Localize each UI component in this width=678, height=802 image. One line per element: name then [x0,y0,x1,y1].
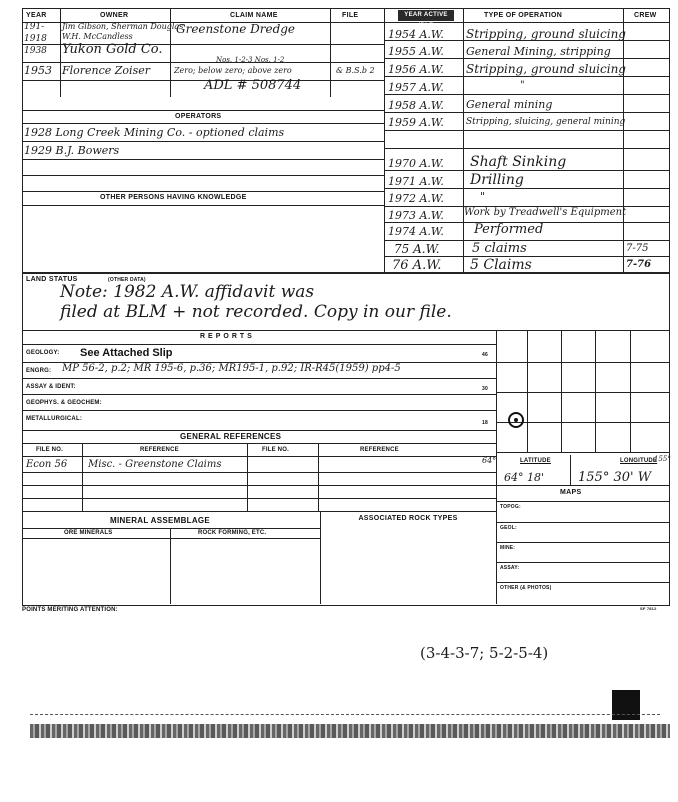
op-year: 1959 A.W. [388,116,444,129]
claim-numbers: Nos. 1-2-3 Nos. 1-2 [216,56,285,64]
reports-title: REPORTS [200,333,255,340]
land-status-note: filed at BLM + not recorded. Copy in our file. [60,302,452,322]
op-crew: 7-75 [626,243,649,254]
col-crew: CREW [634,12,657,19]
op-year: 1973 A.W. [388,209,444,222]
op-year: 1974 A.W. [388,225,444,238]
row-line [22,344,496,345]
grid-line [527,330,528,452]
col-type-of-operation: TYPE OF OPERATION [484,12,563,19]
scan-noise-band [30,724,670,738]
op-type: Stripping, ground sluicing [466,27,626,41]
row-line [22,472,496,473]
col-sep [320,511,321,604]
op-year: 1971 A.W. [388,175,444,188]
lat-prefix: 64° [482,456,497,465]
maps-mine: MINE: [500,545,516,551]
grid-line [561,330,562,452]
latitude-label: LATITUDE [520,458,551,464]
grid-line [496,452,670,453]
row-line [22,485,496,486]
op-year: 76 A.W. [392,258,442,273]
col-sep [330,9,331,97]
row-line [22,538,320,539]
general-references-title: GENERAL REFERENCES [180,432,282,441]
report-number: 30 [482,386,488,392]
op-type: Work by Treadwell's Equipment [464,207,627,218]
grid-line [496,392,670,393]
maps-other: OTHER (& PHOTOS) [500,585,552,591]
op-year: 1970 A.W. [388,157,444,170]
col-owner: OWNER [100,12,129,19]
op-row-line [384,112,670,113]
scan-block [612,690,640,720]
maps-assay: ASSAY: [500,565,520,571]
row-line [22,456,496,457]
section-line [22,205,384,206]
op-row-line [384,240,670,241]
scan-noise-line [30,714,660,715]
rock-forming-label: ROCK FORMING, ETC. [198,530,267,536]
owner-year: 1953 [24,64,52,77]
owner-name: Jim Gibson, Sherman Douglas [62,22,184,31]
row-line [22,498,496,499]
maps-topog: TOPOG: [500,504,521,510]
col-sep [170,528,171,604]
op-year: 1956 A.W. [388,63,444,76]
claim-file: & B.S.b 2 [336,66,375,75]
owner-name: W.H. McCandless [62,32,133,41]
owner-year: 1938 [24,46,47,56]
row-line [22,528,320,529]
op-type: 5 Claims [470,257,532,273]
maps-title: MAPS [560,489,582,496]
op-year: 1957 A.W. [388,81,444,94]
gr-file: Econ 56 [26,459,68,470]
gr-col-reference: REFERENCE [140,447,179,453]
row-line [22,410,496,411]
col-sep [82,443,83,511]
gr-col-file-2: FILE NO. [262,447,289,453]
handwritten-code: (3-4-3-7; 5-2-5-4) [420,644,549,662]
op-type: Stripping, sluicing, general mining [466,117,626,127]
col-sep [60,9,61,97]
section-line [22,430,496,431]
form-number: SF 7812 [640,606,657,611]
gr-col-file: FILE NO. [36,447,63,453]
op-row-line [384,130,670,131]
op-row-line [384,170,670,171]
row-line [22,62,384,63]
grid-line [630,330,631,452]
section-line [22,123,384,124]
op-type: General mining [466,98,553,111]
section-line [22,443,496,444]
points-meriting-attention: POINTS MERITING ATTENTION: [22,607,118,613]
longitude-label: LONGITUDE [620,458,658,464]
report-number: 46 [482,352,488,358]
land-status-subtitle: (OTHER DATA) [108,277,146,283]
op-row-line [384,188,670,189]
op-year: 1958 A.W. [388,99,444,112]
row-line [496,542,670,543]
report-number: 18 [482,420,488,426]
col-year: YEAR [26,12,47,19]
ore-minerals-label: ORE MINERALS [64,530,113,536]
row-line [22,394,496,395]
row-line [496,582,670,583]
section-line [22,330,670,331]
op-crew: 7-76 [626,259,652,270]
op-year: 1972 A.W. [388,192,444,205]
col-sep [247,443,248,511]
op-type: Drilling [470,172,524,188]
other-persons-title: OTHER PERSONS HAVING KNOWLEDGE [100,194,247,201]
gr-reference: Misc. - Greenstone Claims [88,459,222,470]
op-type: " [480,190,486,203]
assay-label: ASSAY & IDENT: [26,384,76,390]
col-sep [384,9,385,272]
grid-line [595,330,596,452]
op-type: General Mining, stripping [466,45,611,58]
row-line [22,159,384,160]
lon-suffix: 155° [654,455,671,463]
op-year: 1955 A.W. [388,45,444,58]
associated-rock-types: ASSOCIATED ROCK TYPES [358,515,458,522]
longitude-value: 155° 30' W [578,470,652,485]
section-line [22,110,384,111]
gr-col-reference-2: REFERENCE [360,447,399,453]
operators-title: OPERATORS [175,113,222,120]
owner-year: 191- [24,22,45,32]
col-file: FILE [342,12,359,19]
op-row-line [384,58,670,59]
row-line [496,501,670,502]
row-line [22,175,384,176]
op-type: Performed [474,222,544,237]
op-year: 75 A.W. [394,242,440,256]
latitude-value: 64° 18' [504,471,545,484]
row-line [22,141,384,142]
owner-name: Yukon Gold Co. [62,42,163,57]
engrg-value: MP 56-2, p.2; MR 195-6, p.36; MR195-1, p.92; IR-R45(1959) pp4-5 [62,363,401,374]
col-claim-name: CLAIM NAME [230,12,278,19]
operator-row: 1929 B.J. Bowers [24,144,120,157]
section-line [22,272,670,274]
claim-zero: Zero; below zero; above zero [174,66,292,75]
claim-adl: ADL # 508744 [204,78,302,93]
engrg-label: ENGRG: [26,368,52,374]
op-row-line [384,148,670,149]
row-line [496,485,670,486]
maps-geol: GEOL: [500,525,517,531]
geology-label: GEOLOGY: [26,350,60,356]
op-row-line [384,94,670,95]
operator-row: 1928 Long Creek Mining Co. - optioned claims [24,126,285,139]
col-sep [463,9,464,272]
mineral-assemblage-title: MINERAL ASSEMBLAGE [110,516,211,525]
row-line [22,80,384,81]
geophys-label: GEOPHYS. & GEOCHEM: [26,400,102,406]
owner-name: Florence Zoiser [62,64,150,77]
op-type: 5 claims [472,241,527,256]
land-status-title: LAND STATUS [26,276,78,283]
col-sep [623,9,624,272]
row-line [22,378,496,379]
location-marker-icon [508,412,524,428]
row-line [496,562,670,563]
section-line [22,511,496,512]
land-status-note: Note: 1982 A.W. affidavit was [60,282,315,302]
grid-line [570,455,571,485]
op-type: " [520,80,525,91]
section-line [22,191,384,192]
op-type: Stripping, ground sluicing [466,62,626,76]
geology-value: See Attached Slip [80,347,173,359]
col-sep [318,443,319,511]
row-line [496,522,670,523]
col-year-active: YEAR ACTIVE IDLE [398,10,454,21]
claim-name: Greenstone Dredge [176,22,296,36]
grid-line [496,362,670,363]
op-year: 1954 A.W. [388,28,444,41]
op-type: Shaft Sinking [470,154,567,170]
owner-year: 1918 [24,34,47,44]
metallurgical-label: METALLURGICAL: [26,416,83,422]
op-row-line [384,76,670,77]
